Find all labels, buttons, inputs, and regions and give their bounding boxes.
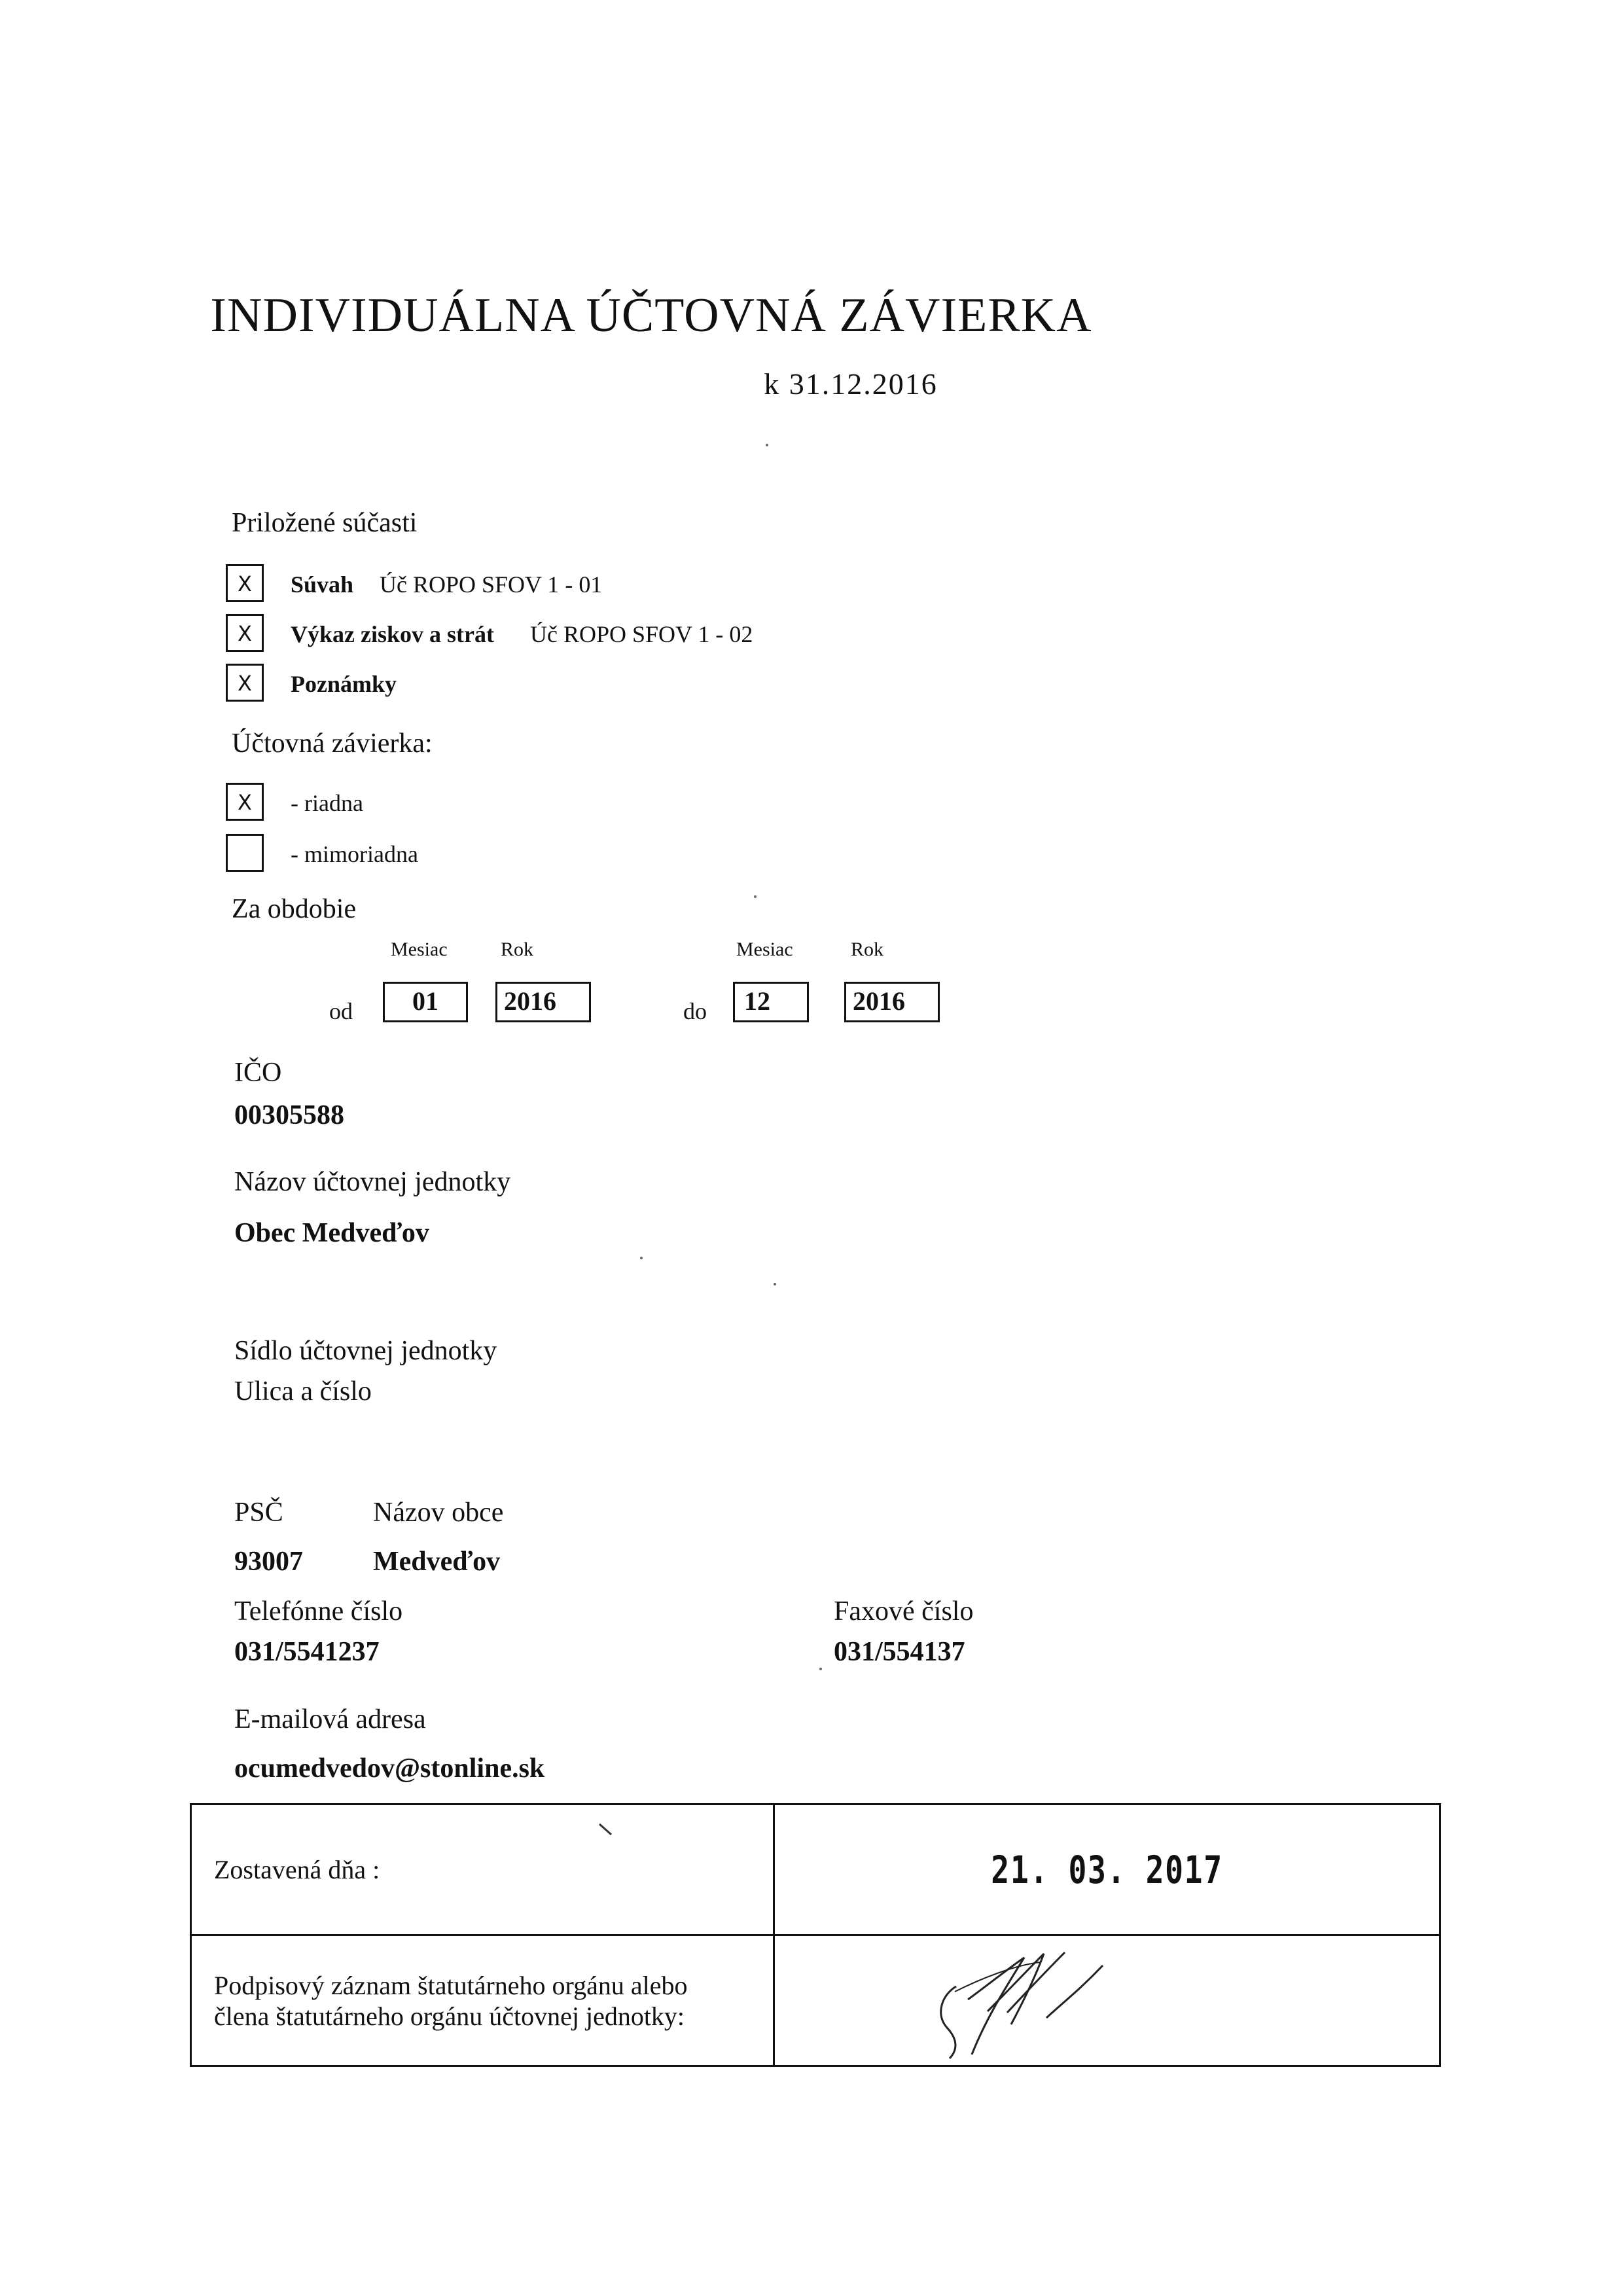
closing-checkbox-mimoriadna[interactable] bbox=[226, 834, 264, 872]
compiled-date-stamp: 21. 03. 2017 bbox=[991, 1847, 1223, 1892]
attachment-checkbox-poznamky[interactable]: X bbox=[226, 664, 264, 702]
closing-checkbox-riadna[interactable]: X bbox=[226, 783, 264, 821]
entity-name-label: Názov účtovnej jednotky bbox=[234, 1167, 511, 1197]
compiled-label-cell bbox=[191, 1804, 774, 1935]
to-year-field[interactable]: 2016 bbox=[844, 982, 940, 1022]
to-year-caption: Rok bbox=[851, 939, 884, 960]
from-year-field[interactable]: 2016 bbox=[495, 982, 591, 1022]
town-value: Medveďov bbox=[373, 1547, 501, 1577]
from-label: od bbox=[329, 998, 353, 1024]
signature-label-line1: Podpisový záznam štatutárneho orgánu alebo bbox=[214, 1970, 688, 2000]
psc-label: PSČ bbox=[234, 1498, 283, 1528]
ico-value: 00305588 bbox=[234, 1100, 344, 1130]
period-heading: Za obdobie bbox=[232, 894, 357, 924]
phone-value: 031/5541237 bbox=[234, 1637, 380, 1667]
document-date: k 31.12.2016 bbox=[764, 367, 938, 401]
signature-cell bbox=[774, 1935, 1440, 2066]
attachment-code-vykaz: Úč ROPO SFOV 1 - 02 bbox=[530, 621, 753, 647]
to-month-caption: Mesiac bbox=[736, 939, 793, 960]
attachment-name-suvah: Súvah bbox=[291, 571, 354, 598]
attachment-name-vykaz: Výkaz ziskov a strát bbox=[291, 621, 494, 647]
attachments-heading: Priložené súčasti bbox=[232, 508, 418, 538]
signature-table bbox=[190, 1803, 1441, 2067]
street-label: Ulica a číslo bbox=[234, 1376, 372, 1407]
closing-type-heading: Účtovná závierka: bbox=[232, 728, 433, 759]
ico-label: IČO bbox=[234, 1058, 282, 1088]
email-value: ocumedvedov@stonline.sk bbox=[234, 1753, 545, 1784]
attachment-checkbox-suvah[interactable]: X bbox=[226, 564, 264, 602]
to-month-field[interactable]: 12 bbox=[733, 982, 809, 1022]
from-month-caption: Mesiac bbox=[391, 939, 448, 960]
email-label: E-mailová adresa bbox=[234, 1704, 426, 1734]
psc-value: 93007 bbox=[234, 1547, 303, 1577]
compiled-date-cell bbox=[774, 1804, 1440, 1935]
signature-label-cell bbox=[191, 1935, 774, 2066]
fax-value: 031/554137 bbox=[834, 1637, 965, 1667]
fax-label: Faxové číslo bbox=[834, 1596, 974, 1626]
attachment-code-suvah: Úč ROPO SFOV 1 - 01 bbox=[380, 571, 603, 598]
signature-label-line2: člena štatutárneho orgánu účtovnej jednotky: bbox=[214, 2001, 685, 2031]
town-label: Názov obce bbox=[373, 1498, 504, 1528]
document-title: INDIVIDUÁLNA ÚČTOVNÁ ZÁVIERKA bbox=[210, 289, 1092, 342]
closing-option-riadna: - riadna bbox=[291, 790, 363, 816]
attachment-name-poznamky: Poznámky bbox=[291, 671, 397, 697]
from-month-field[interactable]: 01 bbox=[383, 982, 468, 1022]
phone-label: Telefónne číslo bbox=[234, 1596, 403, 1626]
address-label: Sídlo účtovnej jednotky bbox=[234, 1336, 497, 1366]
attachment-checkbox-vykaz[interactable]: X bbox=[226, 614, 264, 652]
from-year-caption: Rok bbox=[501, 939, 534, 960]
handwritten-signature bbox=[909, 1939, 1145, 2064]
closing-option-mimoriadna: - mimoriadna bbox=[291, 841, 418, 867]
entity-name-value: Obec Medveďov bbox=[234, 1218, 429, 1248]
compiled-label: Zostavená dňa : bbox=[214, 1855, 380, 1884]
to-label: do bbox=[683, 998, 707, 1024]
